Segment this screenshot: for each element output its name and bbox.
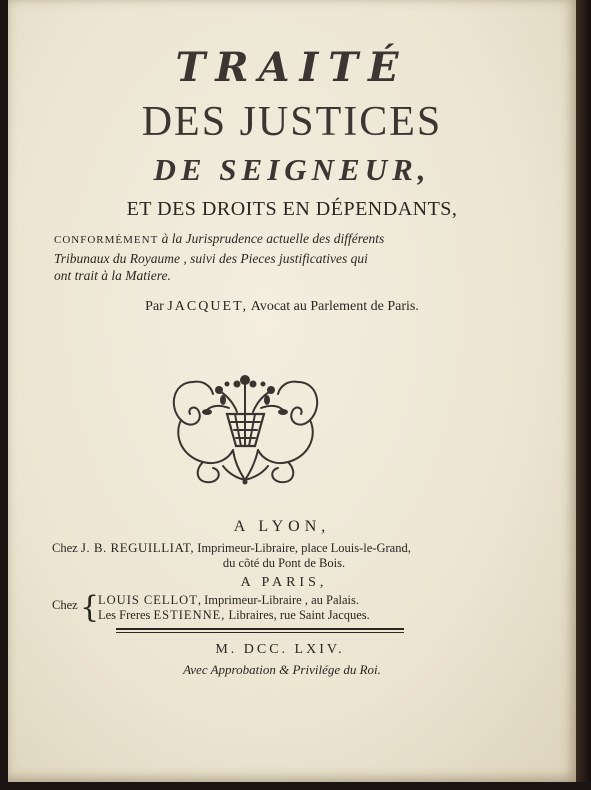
divider-rule <box>116 628 404 630</box>
title-line-traite: TRAITÉ <box>175 44 409 91</box>
author-name: JACQUET, <box>167 299 249 314</box>
approbation-line: Avec Approbation & Privilége du Roi. <box>183 662 381 677</box>
imprint-city-lyon: A LYON, <box>233 518 331 535</box>
divider-rule-thin <box>116 632 404 633</box>
blurb-lead: CONFORMÉMENT <box>54 234 159 246</box>
book-edge-right <box>576 0 591 790</box>
chez-label-paris: Chez <box>52 598 78 612</box>
author-role: Avocat au Parlement de Paris. <box>250 299 419 314</box>
printer-prefix-estienne: Les Freres <box>98 608 151 622</box>
printer-address-lyon: Imprimeur-Libraire, place Louis-le-Grand, <box>197 541 411 555</box>
title-line-droits: ET DES DROITS EN DÉPENDANTS, <box>126 198 458 220</box>
imprint-printer-estienne <box>98 608 370 623</box>
brace-icon: { <box>80 590 100 625</box>
chez-label: Chez <box>52 541 78 555</box>
imprint-city-paris: A PARIS, <box>240 575 328 590</box>
printer-name-cellot: LOUIS CELLOT <box>98 593 198 607</box>
title-page <box>8 0 576 782</box>
printer-name-estienne: ESTIENNE, <box>153 608 226 622</box>
printer-address-cellot: , Imprimeur-Libraire , au Palais. <box>197 593 359 607</box>
imprint-printer-cellot <box>98 593 359 608</box>
imprint-printer-lyon <box>52 540 411 556</box>
floral-basket-vignette-icon <box>163 362 328 492</box>
printer-address-estienne: Libraires, rue Saint Jacques. <box>228 608 370 622</box>
blurb-line-1: à la Jurisprudence actuelle des différents <box>158 231 385 246</box>
printer-name-reguilliat: J. B. REGUILLIAT, <box>80 540 195 555</box>
subtitle-blurb <box>54 230 474 285</box>
publication-year: M. DCC. LXIV. <box>215 642 345 657</box>
title-line-des-justices: DES JUSTICES <box>141 99 443 145</box>
title-line-de-seigneur: DE SEIGNEUR, <box>153 152 431 187</box>
author-par: Par <box>145 299 164 314</box>
imprint-lyon-location: du côté du Pont de Bois. <box>222 556 346 570</box>
author-line <box>0 299 566 315</box>
blurb-line-3: ont trait à la Matiere. <box>54 268 171 283</box>
blurb-line-2: Tribunaux du Royaume , suivi des Pieces justificatives qui <box>54 250 368 266</box>
book-edge-bottom <box>0 782 591 790</box>
